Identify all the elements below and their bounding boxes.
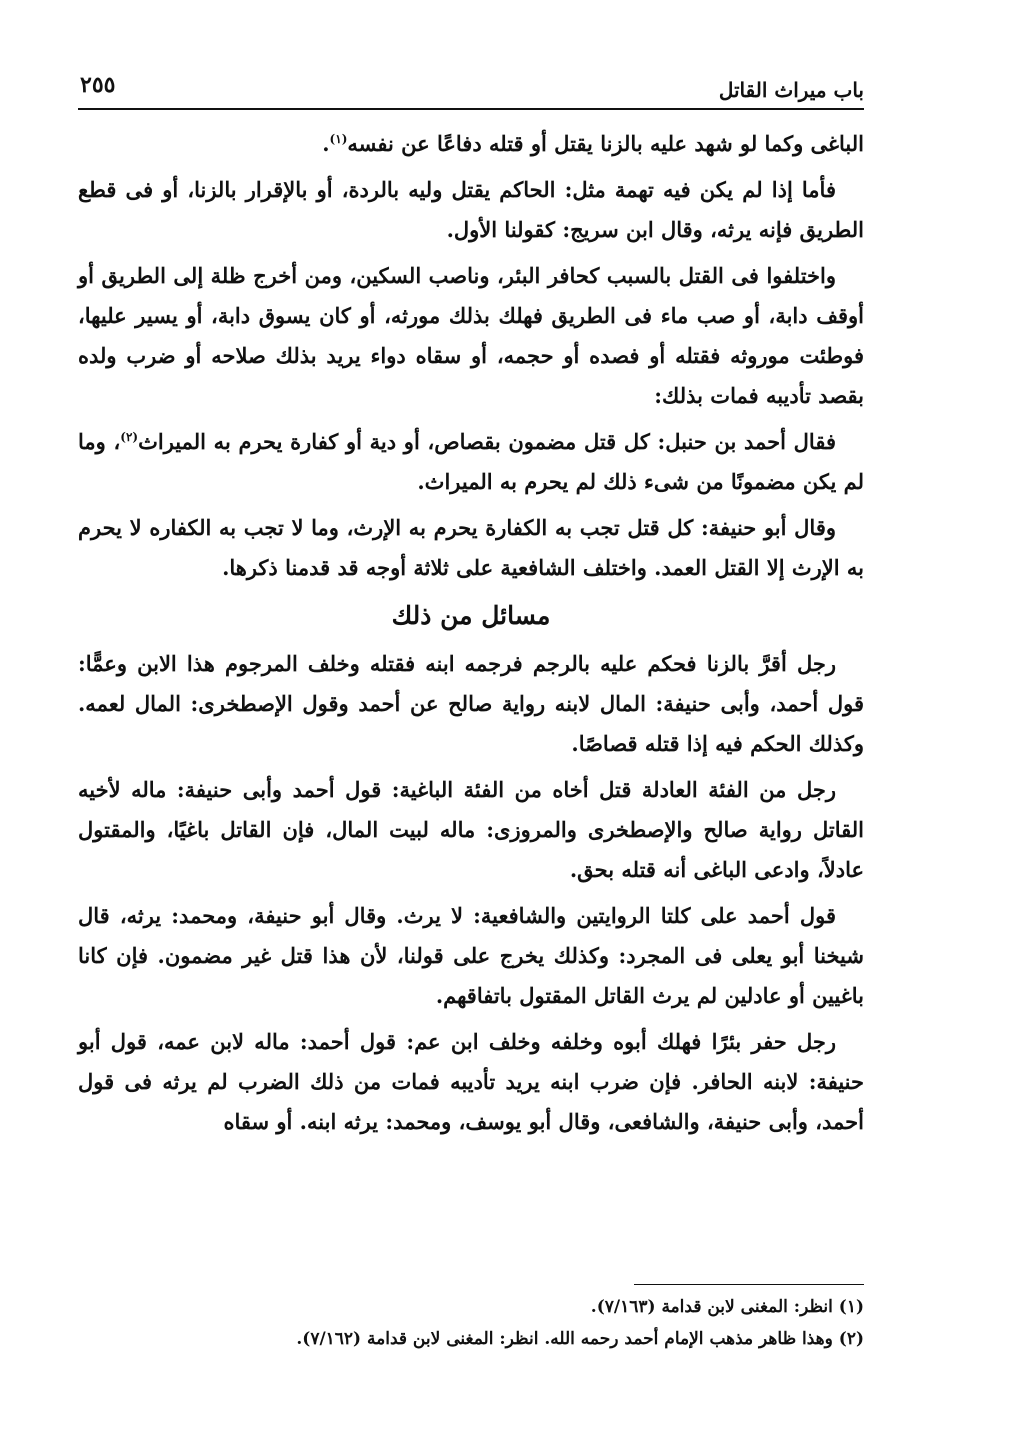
paragraph-4: فقال أحمد بن حنبل: كل قتل مضمون بقصاص، أو دية أو كفارة يحرم به الميراث$^{(٢)}$، وما لم يكن مضمونًا من شىء ذلك لم يحرم به الميراث. xyxy=(78,429,864,494)
paragraph-8: قول أحمد على كلتا الروايتين والشافعية: لا يرث. وقال أبو حنيفة، ومحمد: يرثه، قال شيخنا أبو يعلى فى المجرد: وكذلك يخرج على قولنا، لأن هذا قتل غير مضمون. فإن كانا باغيين أو عادلين لم يرث القاتل المقتول باتفاقهم. xyxy=(78,903,864,1008)
page-header xyxy=(78,62,864,110)
main-text xyxy=(78,124,864,1142)
section-heading: مسائل من ذلك xyxy=(391,601,551,630)
paragraph-7: رجل من الفئة العادلة قتل أخاه من الفئة الباغية: قول أحمد وأبى حنيفة: ماله لأخيه القاتل رواية صالح والإصطخرى والمروزى: ماله لبيت المال، فإن القاتل باغيًا، والمقتول عادلاً، وادعى الباغى أنه قتله بحق. xyxy=(78,777,864,882)
chapter-title: باب ميراث القاتل xyxy=(718,78,864,102)
paragraph-3: واختلفوا فى القتل بالسبب كحافر البئر، وناصب السكين، ومن أخرج ظلة إلى الطريق أو أوقف دابة، أو صب ماء فى الطريق فهلك بذلك مورثه، أو كان يسوق دابة، أو يسير عليها، فوطئت موروثه فقتله أو فصده أو حجمه، أو سقاه دواء يريد بذلك صلاحه أو ضرب ولده بقصد تأديبه فمات بذلك: xyxy=(78,263,864,408)
paragraph-5: وقال أبو حنيفة: كل قتل تجب به الكفارة يحرم به الإرث، وما لا تجب به الكفاره لا يحرم به الإرث إلا القتل العمد. واختلف الشافعية على ثلاثة أوجه قد قدمنا ذكرها. xyxy=(78,515,864,580)
paragraph-6: رجل أقرَّ بالزنا فحكم عليه بالرجم فرجمه ابنه فقتله وخلف المرجوم هذا الابن وعمًّا: قول أحمد، وأبى حنيفة: المال لابنه رواية صالح عن أحمد وقول الإصطخرى: المال لعمه. وكذلك الحكم فيه إذا قتله قصاصًا. xyxy=(78,651,864,756)
footnote-divider xyxy=(634,1284,864,1285)
book-page xyxy=(78,62,864,1392)
footnote-2: (٢) وهذا ظاهر مذهب الإمام أحمد رحمه الله. انظر: المغنى لابن قدامة (٧/١٦٢). xyxy=(296,1329,864,1349)
paragraph-1: الباغى وكما لو شهد عليه بالزنا يقتل أو قتله دفاعًا عن نفسه$^{(١)}$. xyxy=(322,131,864,156)
footnote-ref-2[interactable]: (٢) xyxy=(120,430,139,444)
footnotes xyxy=(78,1284,864,1355)
page-number: ٢٥٥ xyxy=(80,72,116,98)
footnote-ref-1[interactable]: (١) xyxy=(329,132,348,146)
footnote-1: (١) انظر: المغنى لابن قدامة (٧/١٦٣). xyxy=(590,1297,864,1317)
paragraph-2: فأما إذا لم يكن فيه تهمة مثل: الحاكم يقتل وليه بالردة، أو بالإقرار بالزنا، أو فى قطع الطريق فإنه يرثه، وقال ابن سريج: كقولنا الأول. xyxy=(78,177,864,242)
paragraph-9: رجل حفر بئرًا فهلك أبوه وخلفه وخلف ابن عم: قول أحمد: ماله لابن عمه، قول أبو حنيفة: لابنه الحافر. فإن ضرب ابنه يريد تأديبه فمات من ذلك الضرب لم يرثه فى قول أحمد، وأبى حنيفة، والشافعى، وقال أبو يوسف، ومحمد: يرثه ابنه. أو سقاه xyxy=(78,1029,865,1134)
